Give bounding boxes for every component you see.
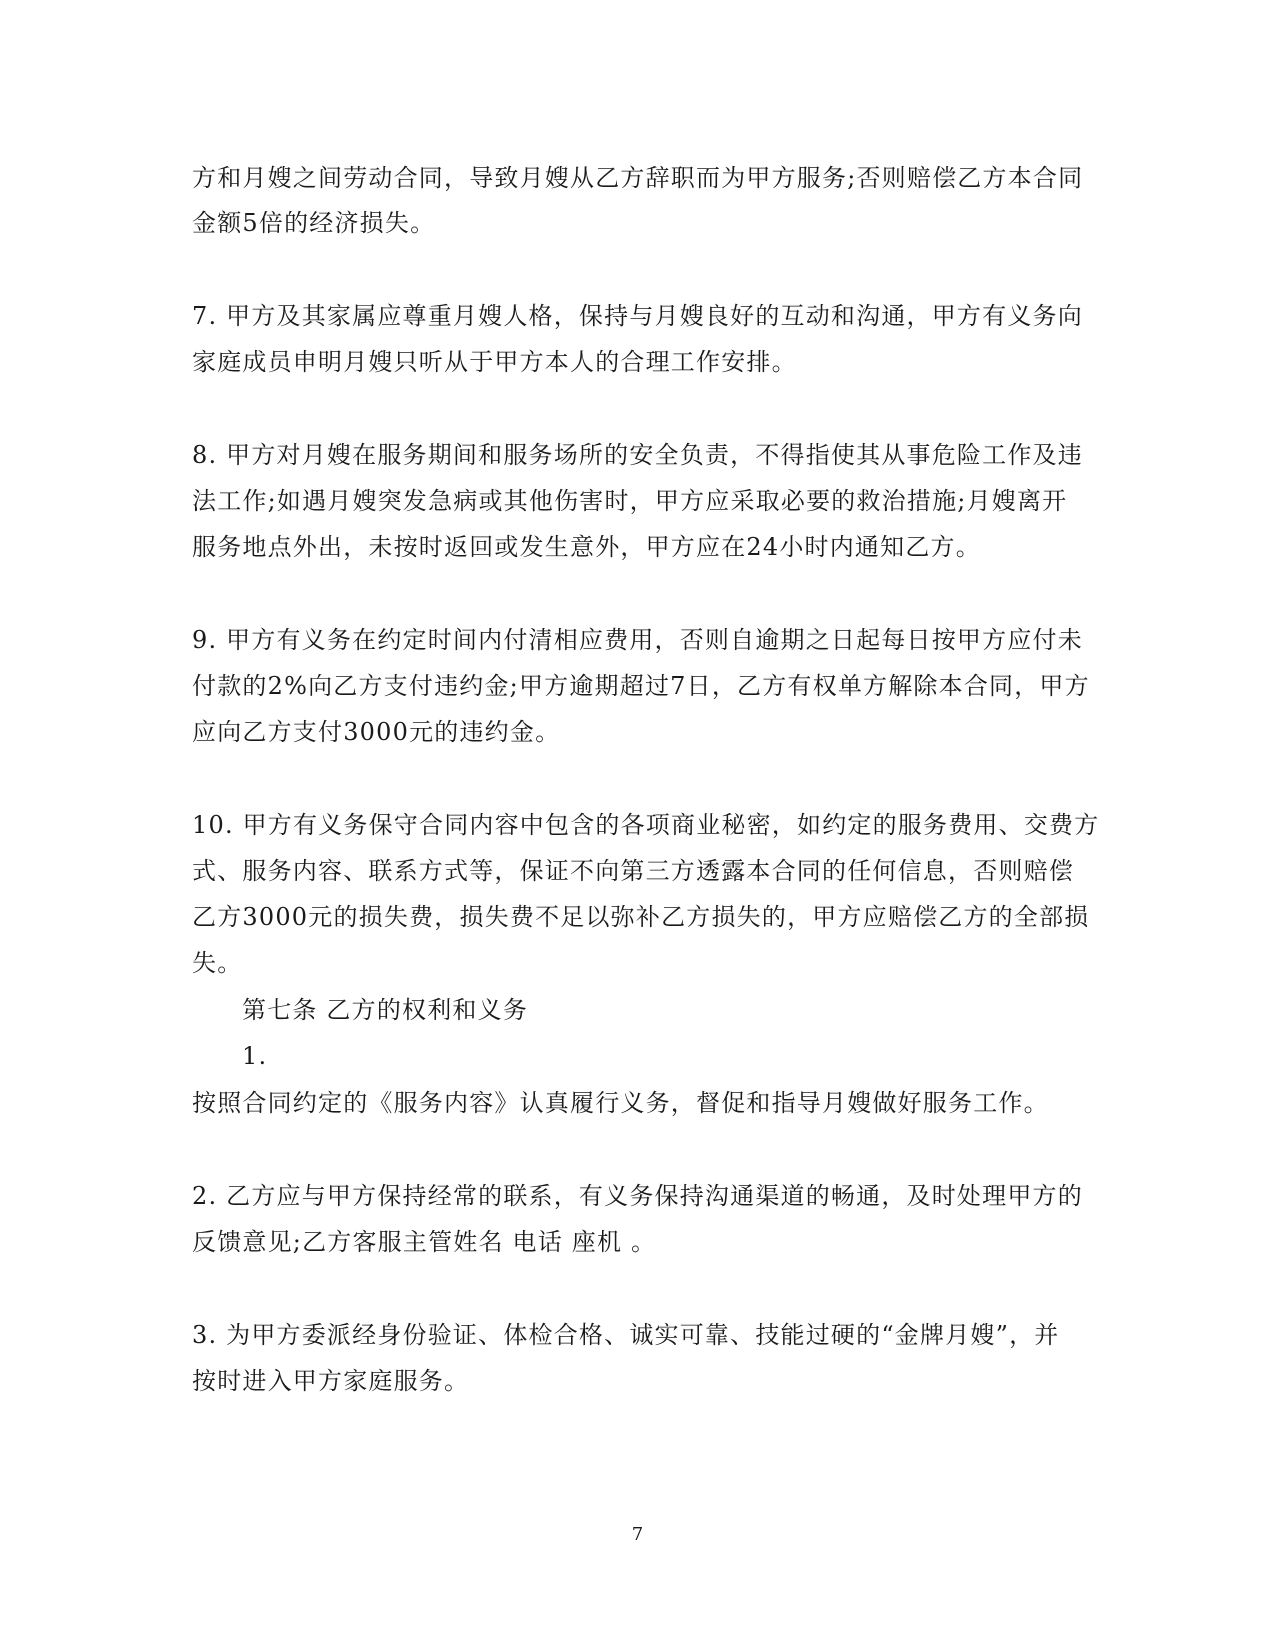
paragraph-line: 应向乙方支付3000元的违约金。	[192, 718, 561, 746]
page-number: 7	[631, 1524, 644, 1545]
paragraph-line: 10. 甲方有义务保守合同内容中包含的各项商业秘密，如约定的服务费用、交费方	[192, 811, 1100, 839]
section-heading: 第七条 乙方的权利和义务	[242, 996, 529, 1024]
paragraph-line: 2. 乙方应与甲方保持经常的联系，有义务保持沟通渠道的畅通，及时处理甲方的	[192, 1182, 1083, 1210]
paragraph-line: 金额5倍的经济损失。	[192, 209, 436, 237]
paragraph-line: 法工作;如遇月嫂突发急病或其他伤害时，甲方应采取必要的救治措施;月嫂离开	[192, 487, 1068, 515]
paragraph-line: 3. 为甲方委派经身份验证、体检合格、诚实可靠、技能过硬的“金牌月嫂”，并	[192, 1321, 1060, 1349]
item-number: 1.	[242, 1042, 268, 1070]
paragraph-line: 按时进入甲方家庭服务。	[192, 1367, 470, 1395]
paragraph-line: 7. 甲方及其家属应尊重月嫂人格，保持与月嫂良好的互动和沟通，甲方有义务向	[192, 302, 1083, 330]
paragraph-line: 乙方3000元的损失费，损失费不足以弥补乙方损失的，甲方应赔偿乙方的全部损	[192, 903, 1090, 931]
paragraph-line: 式、服务内容、联系方式等，保证不向第三方透露本合同的任何信息，否则赔偿	[192, 857, 1074, 885]
paragraph-line: 家庭成员申明月嫂只听从于甲方本人的合理工作安排。	[192, 348, 797, 376]
paragraph-line: 服务地点外出，未按时返回或发生意外，甲方应在24小时内通知乙方。	[192, 533, 981, 561]
paragraph-line: 方和月嫂之间劳动合同，导致月嫂从乙方辞职而为甲方服务;否则赔偿乙方本合同	[192, 164, 1084, 192]
paragraph-line: 付款的2%向乙方支付违约金;甲方逾期超过7日，乙方有权单方解除本合同，甲方	[192, 672, 1090, 700]
paragraph-line: 9. 甲方有义务在约定时间内付清相应费用，否则自逾期之日起每日按甲方应付未	[192, 626, 1083, 654]
paragraph-line: 反馈意见;乙方客服主管姓名 电话 座机 。	[192, 1228, 657, 1256]
paragraph-line: 8. 甲方对月嫂在服务期间和服务场所的安全负责，不得指使其从事危险工作及违	[192, 441, 1083, 469]
item-text: 按照合同约定的《服务内容》认真履行义务，督促和指导月嫂做好服务工作。	[192, 1089, 1049, 1117]
paragraph-line: 失。	[192, 949, 243, 977]
